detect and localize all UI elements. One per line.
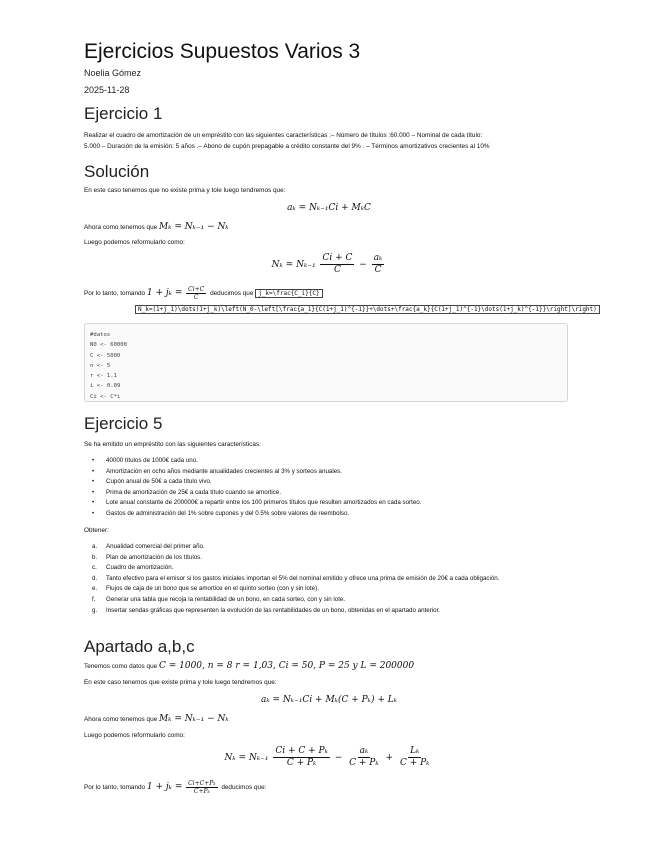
code-line: #datos [90,332,111,338]
heading-ejercicio-1: Ejercicio 1 [84,104,163,123]
raw-formula-line [135,305,600,315]
ej1-statement-line-2: 5.000 – Duración de la emisión: 5 años .– Abono de cupón prepagable a crédito constante del 9% . – Términos amortizativos crecientes al 10% [84,143,490,150]
list-item: • 40000 títulos de 1000€ cada uno. [92,457,198,464]
sol-paragraph-1: En este caso tenemos que no existe prima y tole luego tendremos que: [84,187,286,194]
sol-equation-1: aₖ = Nₖ₋₁Ci + MₖC [287,203,371,213]
sol-paragraph-3: Luego podemos reformularlo como: [84,239,185,246]
ej1-statement-line-1: Realizar el cuadro de amortización de un empréstito con las siguientes características :– Número de títulos :60.000 – Nominal de cada título: [84,132,483,139]
document-title: Ejercicios Supuestos Varios 3 [84,40,361,63]
code-line: r <- 1.1 [90,373,117,380]
apa-eq3-frac-2 [347,746,381,769]
eq3-den-2: C [374,265,382,275]
sol-equation-3 [84,253,574,276]
sol-p4-end: deducimos que [210,290,254,298]
apa-p5-start: Por lo tanto, tomando [84,784,146,792]
code-block [84,323,568,402]
sol-p4-den: C [193,294,199,301]
sol-p2-text: Ahora como tenemos que [84,224,158,231]
sol-p4-math: 1 + jₖ = [146,288,183,299]
apa-eq3-frac-1 [273,746,330,769]
eq3-frac-1 [320,253,354,276]
apa-p5-num: Ci+C+Pₖ [188,780,216,787]
ej5-intro: Se ha emitido un empréstito con las siguientes características: [84,441,261,448]
apa-equation-3 [84,746,574,769]
apa-p1-math: C = 1000, n = 8 r = 1,03, Ci = 50, P = 25 y L = 200000 [158,661,415,671]
apa-paragraph-4: Luego podemos reformularlo como: [84,732,185,739]
list-item [84,563,556,574]
item-mark: a. [92,543,98,550]
item-mark: e. [92,585,98,593]
eq3-frac-2 [372,253,385,276]
document-date: 2025-11-28 [84,85,130,95]
apa-eq3-num-3: Lₖ [410,746,420,756]
item-text: Anualidad comercial del primer año. [106,543,205,550]
ej5-bullet-list [84,456,421,520]
list-item: • Gastos de administración del 1% sobre cupones y del 0.5% sobre valores de reembolso. [92,509,350,517]
list-item: • Amortización en ocho años mediante anualidades crecientes al 3% y sorteos anuales. [92,467,342,475]
bullet-text: Lote anual constante de 200000€ a repartir entre los 100 primeros títulos que resulten amortizados en cada sorteo. [106,499,422,507]
apa-eq3-den-1: C + Pₖ [286,758,317,768]
ej5-task-list [84,542,556,616]
sol-p4-frac [186,286,206,301]
heading-apartado-abc: Apartado a,b,c [84,637,195,656]
list-item: • Lote anual constante de 200000€ a repartir entre los 100 primeros títulos que resulten amortizados en cada sorteo. [92,499,422,507]
apa-paragraph-5 [84,780,266,795]
apa-equation-2: Mₖ = Nₖ₋₁ − Nₖ [158,714,229,724]
list-item [84,584,556,595]
document-author: Noelia Gómez [84,68,142,78]
item-mark: g. [92,606,98,614]
apa-paragraph-1 [84,661,414,672]
ej5-obtener: Obtener: [84,527,109,534]
bullet-text: Cupón anual de 50€ a cada título vivo. [106,478,212,486]
item-mark: b. [92,553,98,561]
apa-eq3-minus: − [334,753,343,763]
item-text: Cuadro de amortización. [106,564,174,572]
raw-formula: N_k=(1+j_1)\dots(1+j_k)\left(N_0-\left[\frac{a_1}{C(1+j_1)^{-1}}+\dots+\frac{a_k}{C(1+j_1)^{-1}\dots(1+j_k)^{-1}}\right]\right) [135,305,600,314]
apa-eq3-plus: + [385,753,394,763]
eq3-left: Nₖ = Nₖ₋₁ [271,260,316,270]
heading-solucion: Solución [84,162,150,181]
bullet-text: 40000 títulos de 1000€ cada uno. [106,457,198,464]
eq3-num-1: Ci + C [322,253,353,263]
apa-eq3-left: Nₖ = Nₖ₋₁ [224,753,269,763]
list-item: • Cupón anual de 50€ a cada título vivo. [92,478,212,486]
apa-p1-start: Tenemos como datos que [84,663,158,670]
list-item [84,606,556,617]
apa-eq3-num-1: Ci + C + Pₖ [275,746,328,756]
apa-eq3-den-3: C + Pₖ [399,758,430,768]
code-line: Ci <- C*i [90,393,121,400]
list-item [84,574,556,585]
sol-p4-num: Ci+C [188,286,205,293]
code-line: N0 <- 60000 [90,342,128,349]
list-item [84,595,556,606]
code-line: n <- 5 [90,362,111,369]
apa-eq3-num-2: aₖ [359,746,369,756]
apa-eq3-frac-3 [398,746,432,769]
item-text: Insertar sendas gráficas que representen la evolución de las rentabilidades de un bono, obtenidas en el apartado anterior. [106,606,441,614]
apa-equation-1: aₖ = Nₖ₋₁Ci + Mₖ(C + Pₖ) + Lₖ [261,695,397,705]
apa-p5-end: deducimos que: [221,784,267,792]
apa-eq3-den-2: C + Pₖ [349,758,379,768]
item-text: Tanto efectivo para el emisor si los gastos iniciales importan el 5% del nominal emitido y ofrece una prima de emisión de 20€ a cada obligación. [106,574,500,582]
sol-paragraph-2 [84,222,229,233]
item-text: Plan de amortización de los títulos. [106,553,202,561]
eq3-minus: − [359,260,367,270]
apa-p5-frac [186,780,217,795]
bullet-text: Amortización en ocho años mediante anualidades crecientes al 3% y sorteos anuales. [106,467,342,475]
bullet-text: Prima de amortización de 25€ a cada título cuando se amortice. [106,488,282,496]
sol-paragraph-4 [84,286,323,301]
item-text: Generar una tabla que recoja la rentabilidad de un bono, en cada sorteo, con y sin lote. [106,595,346,603]
bullet-text: Gastos de administración del 1% sobre cupones y del 0.5% sobre valores de reembolso. [106,509,350,517]
sol-p4-boxed-formula: j_k=\frac{C_i}{C} [255,289,322,298]
code-line: i <- 0.09 [90,383,121,390]
item-text: Flujos de caja de un bono que se amortice en el quinto sorteo (con y sin lote). [106,585,319,593]
item-mark: d. [92,574,98,582]
apa-paragraph-3 [84,714,229,725]
apa-p5-math: 1 + jₖ = [146,782,183,793]
item-mark: c. [92,564,97,572]
apa-paragraph-2: En este caso tenemos que existe prima y tole luego tendremos que: [84,679,277,686]
heading-ejercicio-5: Ejercicio 5 [84,414,163,433]
apa-p3-text: Ahora como tenemos que [84,716,158,723]
sol-p4-start: Por lo tanto, tomando [84,290,146,298]
eq3-num-2: aₖ [373,253,383,263]
sol-equation-2: Mₖ = Nₖ₋₁ − Nₖ [158,222,229,232]
code-line: C <- 5000 [90,352,121,359]
apa-p5-den: C+Pₖ [193,788,210,795]
eq3-den-1: C [333,265,341,275]
item-mark: f. [92,595,96,603]
list-item [84,542,556,553]
list-item [84,553,556,564]
list-item: • Prima de amortización de 25€ a cada título cuando se amortice. [92,488,282,496]
